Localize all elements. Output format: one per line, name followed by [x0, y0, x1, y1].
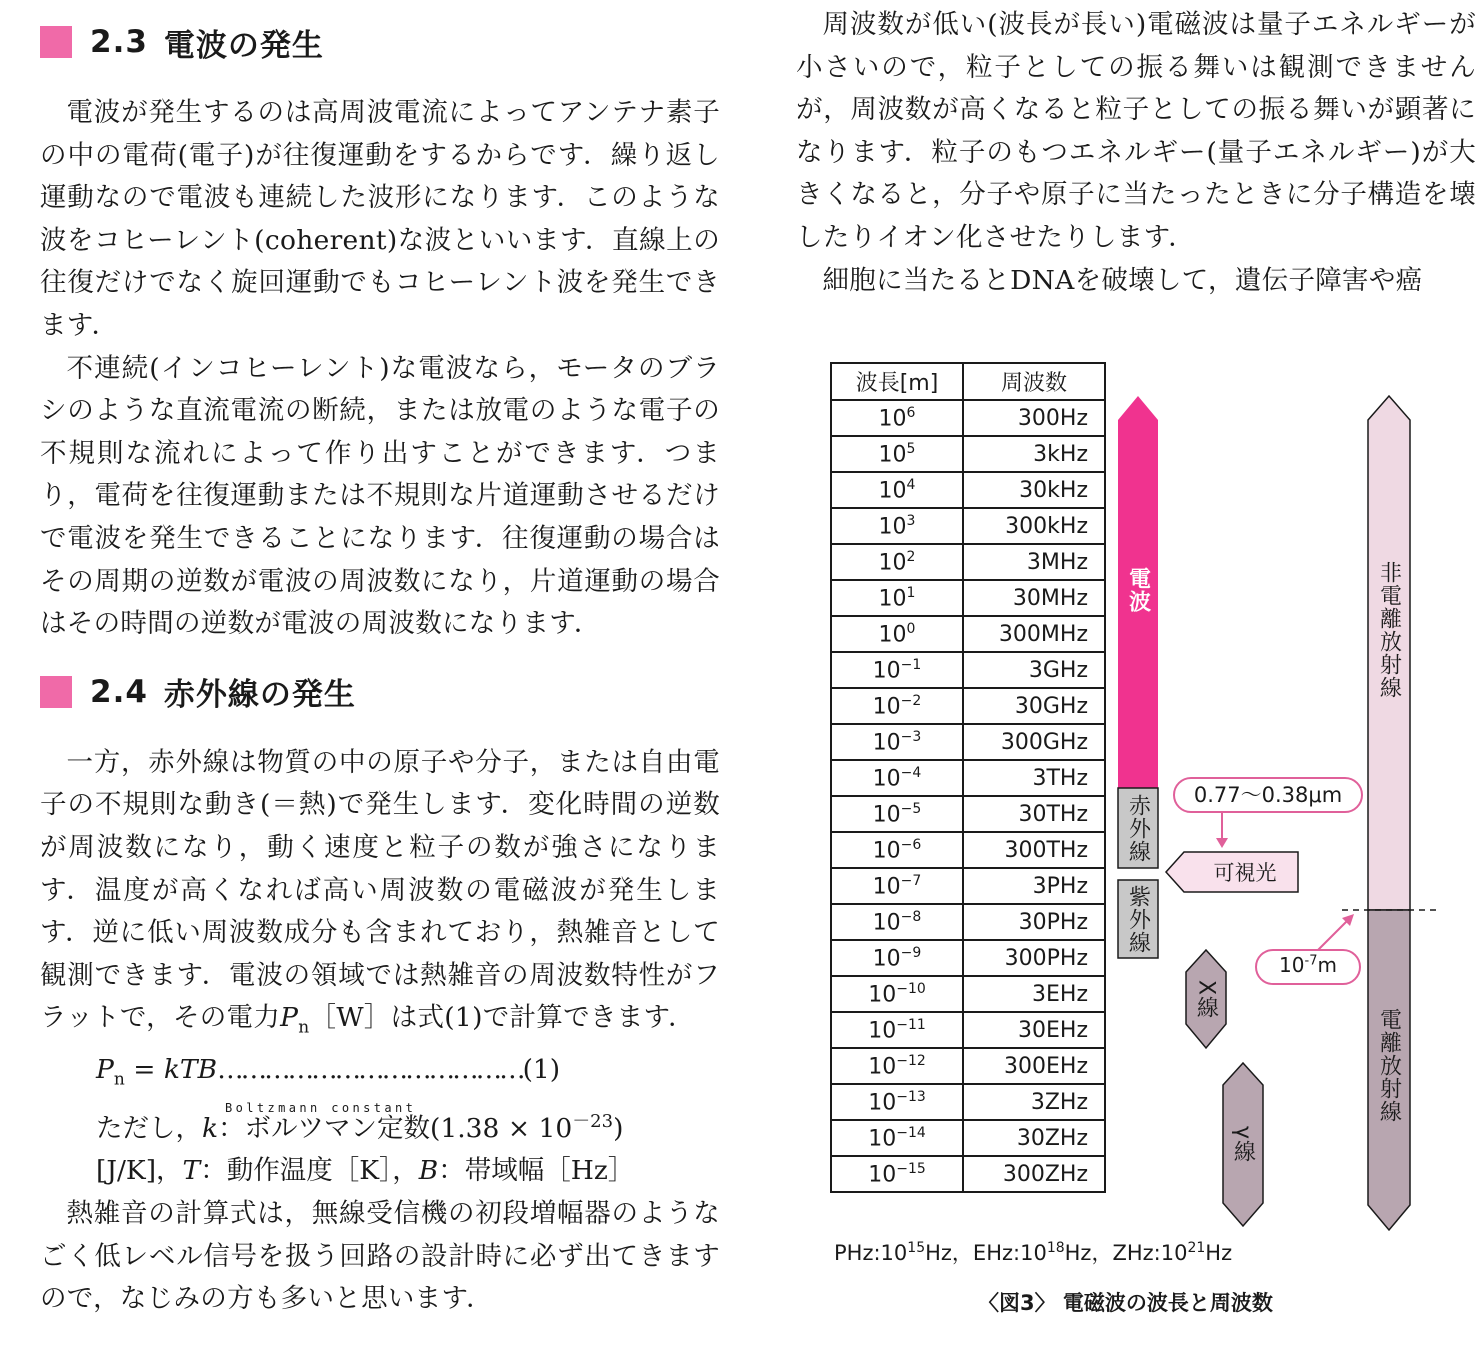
wavelength-base: 10 [872, 766, 901, 792]
frequency-cell: 3GHz [963, 652, 1105, 688]
section-heading-2-4 [40, 668, 720, 716]
boundary-arrow-line [1318, 918, 1350, 950]
wavelength-exponent: −14 [896, 1124, 926, 1141]
wavelength-exponent: 2 [906, 548, 916, 565]
radio-label [1118, 560, 1158, 620]
frequency-cell: 30MHz [963, 580, 1105, 616]
wavelength-exponent: 0 [906, 620, 916, 637]
wavelength-base: 10 [868, 1162, 897, 1188]
paragraph-text: 一方，赤外線は物質の中の原子や分子，または自由電子の不規則な動き(＝熱)で発生します．変化時間の逆数が周波数になり，動く速度と粒子の数が強さになります．温度が高くなれば高い周波数の電磁波が発生します．逆に低い周波数成分も含まれており，熱雑音として観測できます．電波の領域では熱雑音の周波数特性がフラットで，その電力 [40, 746, 720, 1034]
wavelength-exponent: −1 [900, 656, 922, 673]
gamma-label [1223, 1105, 1263, 1185]
frequency-cell: 3MHz [963, 544, 1105, 580]
units-exp: 21 [1187, 1240, 1206, 1256]
radio-label-text: 電波 [1125, 567, 1151, 613]
wavelength-exponent: −9 [900, 944, 922, 961]
paragraph-text: ［W］は式(1)で計算できます． [309, 1002, 695, 1034]
variable: T [182, 1155, 201, 1187]
wavelength-exponent: −11 [896, 1016, 926, 1033]
left-column [40, 18, 720, 1321]
paragraph [40, 742, 720, 1049]
section-number: 2.4 [90, 673, 148, 710]
frequency-cell: 300PHz [963, 940, 1105, 976]
variable: P [96, 1054, 114, 1086]
variable: B [418, 1155, 439, 1187]
equation-definitions [40, 1101, 720, 1150]
wavelength-base: 10 [878, 550, 907, 576]
boundary-label-base: 10 [1279, 953, 1305, 977]
units-exp: 18 [1046, 1240, 1065, 1256]
frequency-cell: 3EHz [963, 976, 1105, 1012]
text: [J/K]， [96, 1155, 183, 1187]
frequency-cell: 30GHz [963, 688, 1105, 724]
callout-arrow-head [1216, 838, 1228, 848]
wavelength-base: 10 [872, 946, 901, 972]
visible-range-label: 0.77〜0.38μm [1193, 783, 1343, 807]
figure-caption: 〈図3〉 電磁波の波長と周波数 [978, 1291, 1273, 1315]
wavelength-base: 10 [872, 730, 901, 756]
equation-rhs: = kTB [124, 1054, 218, 1086]
wavelength-exponent: −2 [900, 692, 922, 709]
nonionizing-label [1368, 550, 1410, 710]
variable: k [202, 1112, 219, 1144]
header-frequency: 周波数 [963, 363, 1105, 400]
units-text: Hz，ZHz:10 [1064, 1241, 1188, 1265]
units-text: Hz，EHz:10 [925, 1241, 1047, 1265]
wavelength-base: 10 [878, 442, 907, 468]
wavelength-base: 10 [868, 1054, 897, 1080]
ultraviolet-label [1118, 880, 1158, 958]
wavelength-exponent: 4 [906, 476, 916, 493]
section-title: 電波の発生 [163, 27, 324, 64]
frequency-cell: 300GHz [963, 724, 1105, 760]
xray-label-text: X線 [1193, 980, 1219, 1020]
wavelength-base: 10 [868, 1090, 897, 1116]
wavelength-base: 10 [868, 1126, 897, 1152]
right-column [796, 4, 1476, 302]
frequency-cell: 30ZHz [963, 1120, 1105, 1156]
superscript: －23 [572, 1111, 614, 1133]
heading-marker-icon [40, 676, 72, 708]
wavelength-exponent: 6 [906, 404, 916, 421]
frequency-cell: 300kHz [963, 508, 1105, 544]
frequency-cell: 300Hz [963, 400, 1105, 436]
equation-definitions [40, 1150, 720, 1193]
frequency-cell: 3kHz [963, 436, 1105, 472]
boundary-label-exp: -7 [1304, 953, 1318, 969]
frequency-cell: 30THz [963, 796, 1105, 832]
paragraph: 周波数が低い(波長が長い)電磁波は量子エネルギーが小さいので，粒子としての振る舞いは観測できませんが，周波数が高くなると粒子としての振る舞いが顕著になります．粒子のもつエネルギー(量子エネルギー)が大きくなると，分子や原子に当たったときに分子構造を壊したりイオン化させたりします． [796, 9, 1476, 253]
wavelength-exponent: −5 [900, 800, 922, 817]
subscript: n [298, 1017, 310, 1038]
frequency-cell: 3THz [963, 760, 1105, 796]
infrared-label-text: 赤外線 [1125, 793, 1151, 863]
frequency-cell: 300EHz [963, 1048, 1105, 1084]
visible-light-label: 可視光 [1213, 861, 1277, 885]
text: ただし， [96, 1112, 202, 1144]
wavelength-exponent: −13 [896, 1088, 926, 1105]
frequency-cell: 3ZHz [963, 1084, 1105, 1120]
ionizing-label-text: 電離放射線 [1376, 1007, 1402, 1123]
wavelength-base: 10 [878, 478, 907, 504]
section-number: 2.3 [90, 24, 148, 60]
leader-dots: ………………………………… [217, 1054, 523, 1086]
text: ：動作温度［K］， [200, 1155, 419, 1187]
boundary-label [1256, 953, 1360, 977]
frequency-cell: 300ZHz [963, 1156, 1105, 1192]
paragraph: 熱雑音の計算式は，無線受信機の初段増幅器のようなごく低レベル信号を扱う回路の設計時に必ず出てきますので，なじみの方も多いと思います． [40, 1198, 720, 1315]
units-note [834, 1237, 1232, 1267]
frequency-cell: 30kHz [963, 472, 1105, 508]
wavelength-exponent: −15 [896, 1160, 926, 1177]
wavelength-exponent: −6 [900, 836, 922, 853]
variable: P [280, 1002, 299, 1034]
paragraph: 不連続(インコヒーレント)な電波なら，モータのブラシのような直流電流の断続，または放電のような電子の不規則な流れによって作り出すことができます．つまり，電荷を往復運動または不規則な片道運動させるだけで電波を発生できることになります．往復運動の場合はその周期の逆数が電波の周波数になり，片道運動の場合はその時間の逆数が電波の周波数になります． [40, 352, 720, 640]
text: ：ボルツマン定数(1.38 × 10 [218, 1112, 573, 1144]
spectrum-figure [830, 360, 1470, 1350]
equation-number: (1) [522, 1054, 561, 1086]
wavelength-base: 10 [872, 874, 901, 900]
frequency-cell: 30PHz [963, 904, 1105, 940]
wavelength-exponent: 5 [906, 440, 916, 457]
wavelength-base: 10 [868, 1018, 897, 1044]
wavelength-exponent: −12 [896, 1052, 926, 1069]
wavelength-base: 10 [872, 910, 901, 936]
subscript: n [113, 1069, 125, 1090]
ultraviolet-label-text: 紫外線 [1125, 884, 1151, 954]
infrared-label [1118, 788, 1158, 868]
boundary-label-unit: m [1317, 953, 1337, 977]
wavelength-base: 10 [878, 622, 907, 648]
text: ：帯域幅［Hz］ [438, 1155, 635, 1187]
units-text: PHz:10 [834, 1241, 908, 1265]
wavelength-base: 10 [878, 586, 907, 612]
section-title: 赤外線の発生 [163, 677, 356, 714]
frequency-cell: 300MHz [963, 616, 1105, 652]
wavelength-exponent: −7 [900, 872, 922, 889]
xray-label [1186, 960, 1226, 1040]
frequency-cell: 300THz [963, 832, 1105, 868]
section-heading-2-3 [40, 18, 720, 66]
wavelength-exponent: −3 [900, 728, 922, 745]
frequency-cell: 30EHz [963, 1012, 1105, 1048]
wavelength-exponent: 1 [906, 584, 916, 601]
gamma-label-text: γ線 [1230, 1126, 1256, 1164]
paragraph: 細胞に当たるとDNAを破壊して，遺伝子障害や癌 [822, 264, 1423, 296]
wavelength-base: 10 [878, 514, 907, 540]
wavelength-exponent: −8 [900, 908, 922, 925]
text: ) [613, 1112, 624, 1144]
wavelength-base: 10 [872, 802, 901, 828]
header-wavelength: 波長[m] [831, 363, 963, 400]
paragraph: 電波が発生するのは高周波電流によってアンテナ素子の中の電荷(電子)が往復運動をするからです．繰り返し運動なので電波も連続した波形になります．このような波をコヒーレント(coherent)な波といいます．直線上の往復だけでなく旋回運動でもコヒーレント波を発生できます． [40, 97, 720, 341]
wavelength-base: 10 [872, 694, 901, 720]
heading-marker-icon [40, 26, 72, 58]
ionizing-label [1368, 1000, 1410, 1130]
wavelength-base: 10 [872, 658, 901, 684]
wavelength-base: 10 [868, 982, 897, 1008]
wavelength-exponent: 3 [906, 512, 916, 529]
wavelength-exponent: −10 [896, 980, 926, 997]
units-text: Hz [1205, 1241, 1233, 1265]
wavelength-base: 10 [878, 406, 907, 432]
frequency-cell: 3PHz [963, 868, 1105, 904]
ruby-annotation: Boltzmann constant [225, 1101, 417, 1116]
nonionizing-label-text: 非電離放射線 [1376, 561, 1402, 699]
wavelength-base: 10 [872, 838, 901, 864]
units-exp: 15 [907, 1240, 926, 1256]
wavelength-exponent: −4 [900, 764, 922, 781]
